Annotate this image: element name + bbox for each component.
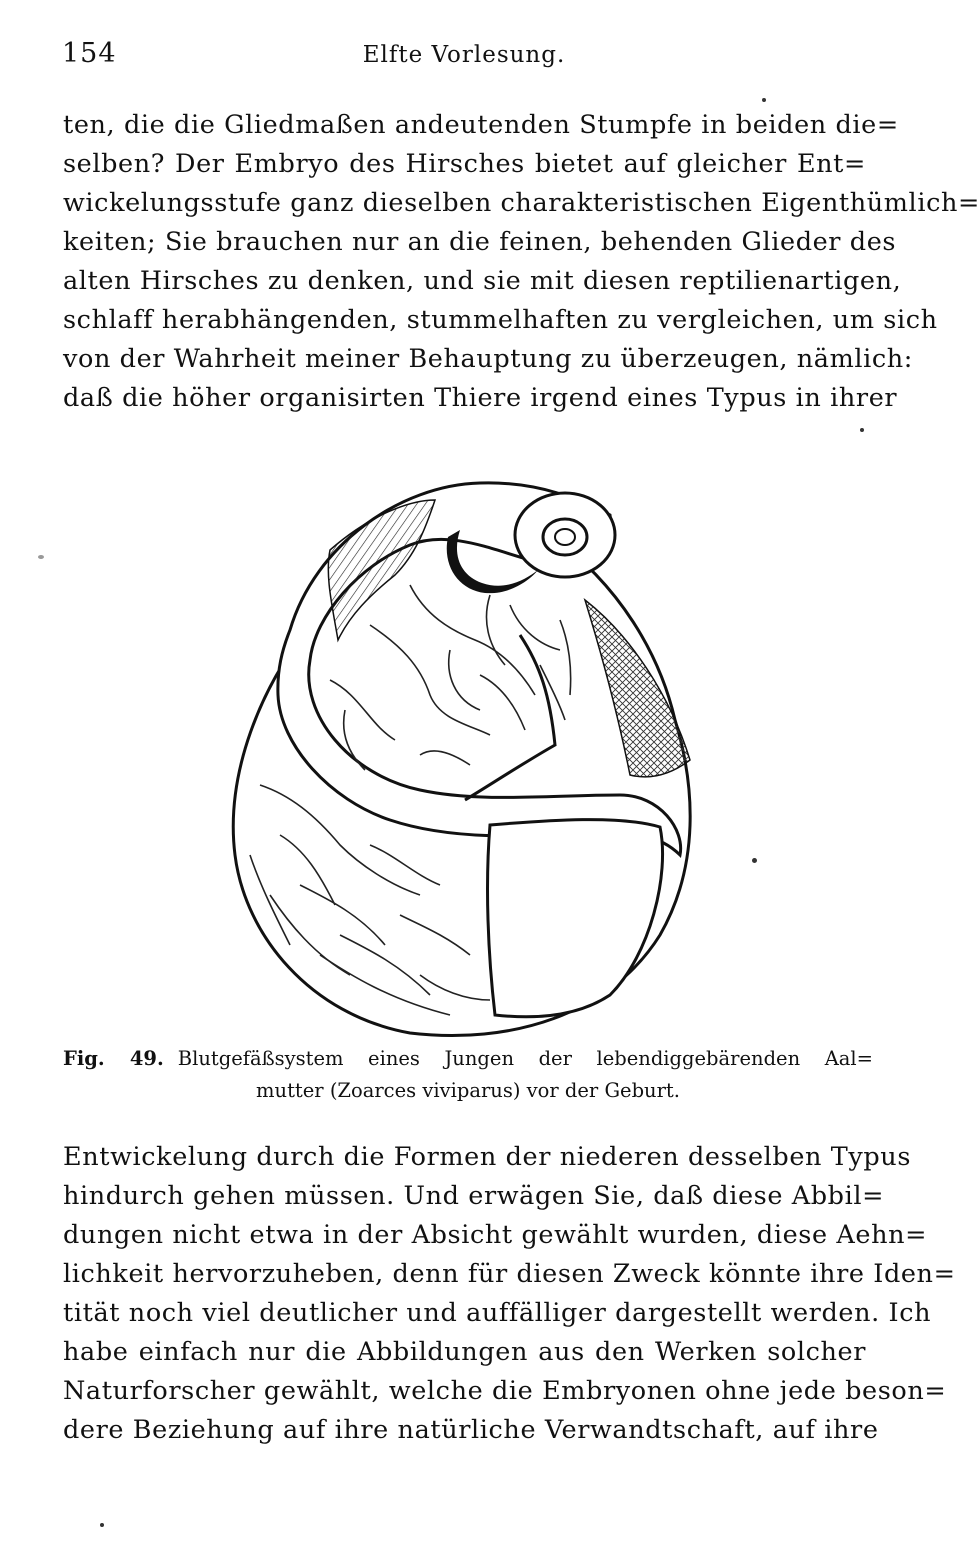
caption-line-2: mutter (Zoarces viviparus) vor der Geburt. — [256, 1079, 680, 1102]
print-speck — [752, 858, 757, 863]
print-speck — [860, 428, 864, 432]
print-speck — [762, 98, 766, 102]
text-line: ten, die die Gliedmaßen andeutenden Stumpfe in beiden die= — [63, 110, 899, 140]
embryo-illustration — [220, 455, 700, 1045]
page-header — [62, 38, 866, 78]
eye-pupil — [555, 529, 575, 545]
text-line: schlaff herabhängenden, stummelhaften zu vergleichen, um sich — [63, 305, 938, 335]
print-speck — [100, 1523, 104, 1527]
text-line: wickelungsstufe ganz dieselben charakteristischen Eigenthümlich= — [63, 188, 980, 218]
text-line: tität noch viel deutlicher und auffälliger dargestellt werden. Ich — [63, 1298, 932, 1328]
text-line: Entwickelung durch die Formen der niederen desselben Typus — [63, 1142, 912, 1172]
text-line: dungen nicht etwa in der Absicht gewählt wurden, diese Aehn= — [63, 1220, 928, 1250]
text-line: alten Hirsches zu denken, und sie mit diesen reptilienartigen, — [63, 266, 902, 296]
main-vein — [465, 635, 555, 800]
text-line: daß die höher organisirten Thiere irgend eines Typus in ihrer — [63, 383, 898, 413]
text-line: hindurch gehen müssen. Und erwägen Sie, daß diese Abbil= — [63, 1181, 885, 1211]
text-line: selben? Der Embryo des Hirsches bietet auf gleicher Ent= — [63, 149, 866, 179]
caption-text-1: Blutgefäßsystem eines Jungen der lebendiggebärenden Aal= — [177, 1047, 873, 1070]
text-line: Naturforscher gewählt, welche die Embryonen ohne jede beson= — [63, 1376, 947, 1406]
paragraph-top — [63, 106, 980, 418]
text-line: lichkeit hervorzuheben, denn für diesen Zweck könnte ihre Iden= — [63, 1259, 956, 1289]
figure-caption — [63, 1043, 873, 1107]
text-line: von der Wahrheit meiner Behauptung zu überzeugen, nämlich: — [63, 344, 913, 374]
running-head: Elfte Vorlesung. — [362, 42, 566, 68]
text-line: habe einfach nur die Abbildungen aus den Werken solcher — [63, 1337, 866, 1367]
tail-lobe — [488, 820, 663, 1017]
text-line: dere Beziehung auf ihre natürliche Verwandtschaft, auf ihre — [63, 1415, 879, 1445]
hatched-fin — [328, 500, 435, 640]
figure-label: Fig. 49. — [63, 1047, 164, 1070]
page-number: 154 — [62, 38, 117, 69]
print-speck — [38, 555, 44, 559]
text-line: keiten; Sie brauchen nur an die feinen, behenden Glieder des — [63, 227, 897, 257]
paragraph-bottom — [63, 1138, 956, 1450]
caption-line-1 — [63, 1043, 873, 1075]
